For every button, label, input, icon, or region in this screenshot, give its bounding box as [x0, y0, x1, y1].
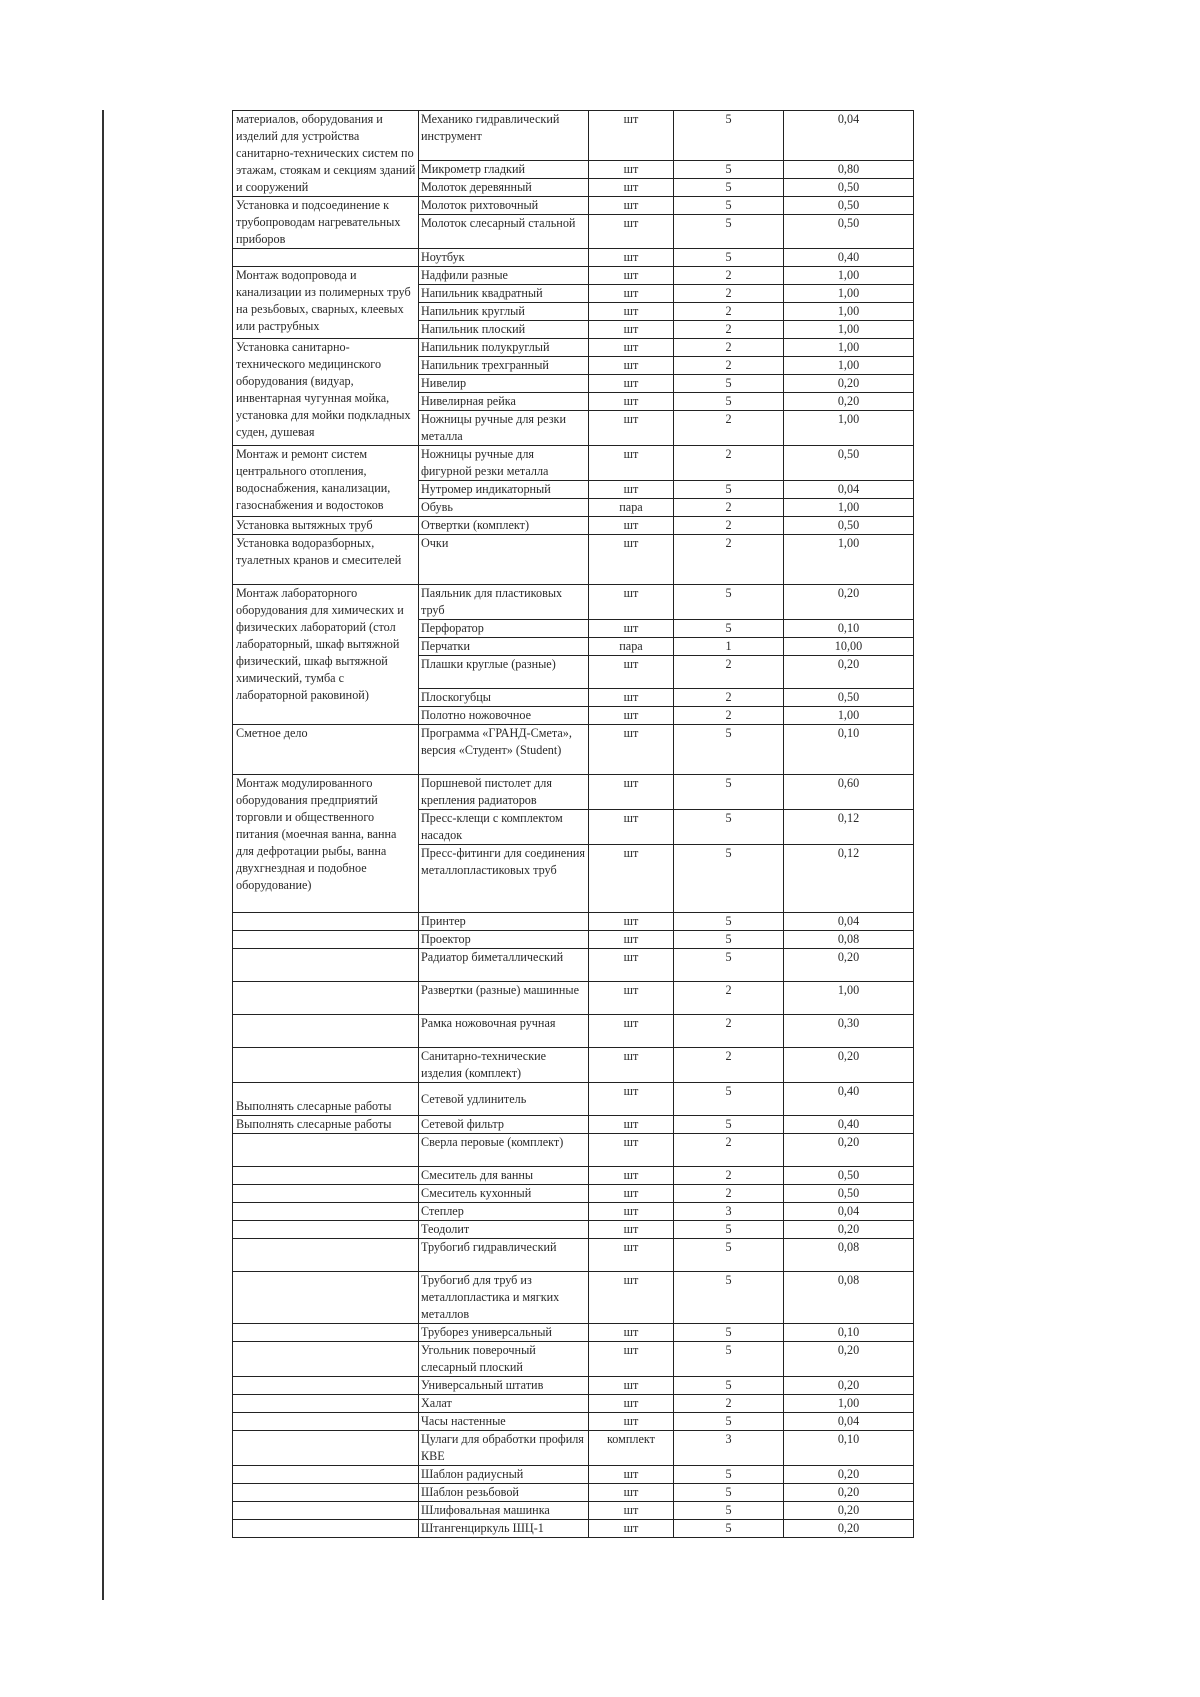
- equipment-name-cell: Проектор: [419, 931, 589, 949]
- unit-cell: шт: [589, 1520, 674, 1538]
- unit-cell: шт: [589, 1395, 674, 1413]
- unit-cell: шт: [589, 321, 674, 339]
- equipment-name-cell: Плашки круглые (разные): [419, 656, 589, 689]
- activity-cell: [233, 1185, 419, 1203]
- coefficient-cell: 1,00: [784, 285, 914, 303]
- table-row: [233, 1272, 914, 1324]
- unit-cell: шт: [589, 913, 674, 931]
- quantity-cell: 2: [674, 267, 784, 285]
- coefficient-cell: 0,10: [784, 1431, 914, 1466]
- equipment-name-cell: Трубогиб гидравлический: [419, 1239, 589, 1272]
- unit-cell: шт: [589, 1324, 674, 1342]
- quantity-cell: 2: [674, 1015, 784, 1048]
- coefficient-cell: 0,08: [784, 1272, 914, 1324]
- coefficient-cell: 0,40: [784, 1116, 914, 1134]
- coefficient-cell: 1,00: [784, 303, 914, 321]
- quantity-cell: 5: [674, 1239, 784, 1272]
- activity-cell: [233, 1431, 419, 1466]
- table-row: [233, 1015, 914, 1048]
- unit-cell: шт: [589, 285, 674, 303]
- quantity-cell: 5: [674, 725, 784, 775]
- unit-cell: шт: [589, 656, 674, 689]
- unit-cell: шт: [589, 949, 674, 982]
- unit-cell: шт: [589, 725, 674, 775]
- table-row: [233, 1484, 914, 1502]
- quantity-cell: 5: [674, 111, 784, 161]
- activity-cell: Выполнять слесарные работы: [233, 1116, 419, 1134]
- quantity-cell: 5: [674, 1324, 784, 1342]
- coefficient-cell: 1,00: [784, 499, 914, 517]
- unit-cell: шт: [589, 197, 674, 215]
- unit-cell: шт: [589, 215, 674, 249]
- table-row: [233, 1520, 914, 1538]
- activity-cell: материалов, оборудования и изделий для устройства санитарно-технических систем по этажам, стоякам и секциям зданий и сооружений: [233, 111, 419, 197]
- unit-cell: шт: [589, 179, 674, 197]
- activity-cell: [233, 1203, 419, 1221]
- equipment-name-cell: Очки: [419, 535, 589, 585]
- coefficient-cell: 0,20: [784, 656, 914, 689]
- table-row: [233, 931, 914, 949]
- table-row: [233, 1134, 914, 1167]
- equipment-name-cell: Напильник квадратный: [419, 285, 589, 303]
- activity-cell: [233, 949, 419, 982]
- coefficient-cell: 0,20: [784, 585, 914, 620]
- activity-cell: [233, 1520, 419, 1538]
- quantity-cell: 1: [674, 638, 784, 656]
- table-row: [233, 1221, 914, 1239]
- equipment-name-cell: Штангенциркуль ШЦ-1: [419, 1520, 589, 1538]
- table-row: [233, 1413, 914, 1431]
- table-row: [233, 1502, 914, 1520]
- equipment-name-cell: Халат: [419, 1395, 589, 1413]
- unit-cell: шт: [589, 357, 674, 375]
- table-row: [233, 1431, 914, 1466]
- coefficient-cell: 1,00: [784, 321, 914, 339]
- activity-cell: [233, 1377, 419, 1395]
- coefficient-cell: 0,04: [784, 913, 914, 931]
- unit-cell: комплект: [589, 1431, 674, 1466]
- activity-cell: [233, 1272, 419, 1324]
- table-row: [233, 1342, 914, 1377]
- equipment-name-cell: Перфоратор: [419, 620, 589, 638]
- unit-cell: шт: [589, 982, 674, 1015]
- activity-cell: [233, 1484, 419, 1502]
- coefficient-cell: 0,10: [784, 620, 914, 638]
- activity-cell: [233, 1048, 419, 1083]
- coefficient-cell: 0,50: [784, 197, 914, 215]
- equipment-name-cell: Сетевой фильтр: [419, 1116, 589, 1134]
- equipment-name-cell: Молоток рихтовочный: [419, 197, 589, 215]
- quantity-cell: 5: [674, 775, 784, 810]
- activity-cell: [233, 982, 419, 1015]
- quantity-cell: 2: [674, 1167, 784, 1185]
- table-row: [233, 517, 914, 535]
- unit-cell: шт: [589, 1484, 674, 1502]
- table-row: [233, 1377, 914, 1395]
- unit-cell: шт: [589, 1203, 674, 1221]
- quantity-cell: 5: [674, 620, 784, 638]
- coefficient-cell: 1,00: [784, 357, 914, 375]
- equipment-name-cell: Нивелирная рейка: [419, 393, 589, 411]
- quantity-cell: 3: [674, 1203, 784, 1221]
- quantity-cell: 5: [674, 845, 784, 913]
- table-row: [233, 1116, 914, 1134]
- coefficient-cell: 0,20: [784, 375, 914, 393]
- coefficient-cell: 0,04: [784, 481, 914, 499]
- equipment-name-cell: Плоскогубцы: [419, 689, 589, 707]
- activity-cell: Монтаж водопровода и канализации из полимерных труб на резьбовых, сварных, клеевых или раструбных: [233, 267, 419, 339]
- equipment-name-cell: Перчатки: [419, 638, 589, 656]
- activity-cell: [233, 1239, 419, 1272]
- quantity-cell: 2: [674, 1134, 784, 1167]
- coefficient-cell: 0,04: [784, 1203, 914, 1221]
- quantity-cell: 5: [674, 949, 784, 982]
- quantity-cell: 2: [674, 1185, 784, 1203]
- coefficient-cell: 0,08: [784, 1239, 914, 1272]
- equipment-name-cell: Механико гидравлический инструмент: [419, 111, 589, 161]
- unit-cell: шт: [589, 845, 674, 913]
- equipment-name-cell: Напильник плоский: [419, 321, 589, 339]
- activity-cell: [233, 931, 419, 949]
- quantity-cell: 5: [674, 1413, 784, 1431]
- coefficient-cell: 0,50: [784, 179, 914, 197]
- quantity-cell: 2: [674, 982, 784, 1015]
- unit-cell: шт: [589, 1221, 674, 1239]
- coefficient-cell: 0,30: [784, 1015, 914, 1048]
- coefficient-cell: 0,12: [784, 845, 914, 913]
- unit-cell: шт: [589, 339, 674, 357]
- equipment-name-cell: Цулаги для обработки профиля КВЕ: [419, 1431, 589, 1466]
- coefficient-cell: 1,00: [784, 535, 914, 585]
- equipment-table-body: [233, 111, 914, 1538]
- table-row: [233, 1203, 914, 1221]
- quantity-cell: 2: [674, 411, 784, 446]
- equipment-name-cell: Напильник трехгранный: [419, 357, 589, 375]
- unit-cell: шт: [589, 775, 674, 810]
- quantity-cell: 5: [674, 393, 784, 411]
- equipment-name-cell: Полотно ножовочное: [419, 707, 589, 725]
- coefficient-cell: 1,00: [784, 267, 914, 285]
- activity-cell: [233, 1015, 419, 1048]
- activity-cell: [233, 1324, 419, 1342]
- activity-cell: Установка водоразборных, туалетных кранов и смесителей: [233, 535, 419, 585]
- table-row: [233, 1083, 914, 1116]
- unit-cell: шт: [589, 1116, 674, 1134]
- quantity-cell: 5: [674, 215, 784, 249]
- coefficient-cell: 0,20: [784, 1502, 914, 1520]
- equipment-name-cell: Универсальный штатив: [419, 1377, 589, 1395]
- table-row: [233, 249, 914, 267]
- activity-cell: [233, 1167, 419, 1185]
- unit-cell: шт: [589, 931, 674, 949]
- activity-cell: [233, 1413, 419, 1431]
- quantity-cell: 2: [674, 535, 784, 585]
- coefficient-cell: 0,50: [784, 1185, 914, 1203]
- equipment-name-cell: Молоток слесарный стальной: [419, 215, 589, 249]
- coefficient-cell: 0,40: [784, 1083, 914, 1116]
- coefficient-cell: 0,20: [784, 1377, 914, 1395]
- equipment-name-cell: Угольник поверочный слесарный плоский: [419, 1342, 589, 1377]
- quantity-cell: 5: [674, 1116, 784, 1134]
- unit-cell: шт: [589, 1167, 674, 1185]
- activity-cell: [233, 1395, 419, 1413]
- coefficient-cell: 0,50: [784, 517, 914, 535]
- table-row: [233, 1239, 914, 1272]
- table-row: [233, 111, 914, 161]
- quantity-cell: 2: [674, 707, 784, 725]
- unit-cell: шт: [589, 585, 674, 620]
- equipment-name-cell: Смеситель для ванны: [419, 1167, 589, 1185]
- quantity-cell: 5: [674, 1272, 784, 1324]
- table-row: [233, 1167, 914, 1185]
- quantity-cell: 2: [674, 446, 784, 481]
- quantity-cell: 5: [674, 375, 784, 393]
- table-row: [233, 982, 914, 1015]
- coefficient-cell: 0,20: [784, 1342, 914, 1377]
- equipment-name-cell: Труборез универсальный: [419, 1324, 589, 1342]
- unit-cell: шт: [589, 689, 674, 707]
- quantity-cell: 5: [674, 1484, 784, 1502]
- equipment-name-cell: Ноутбук: [419, 249, 589, 267]
- quantity-cell: 2: [674, 1395, 784, 1413]
- equipment-name-cell: Сверла перовые (комплект): [419, 1134, 589, 1167]
- coefficient-cell: 0,10: [784, 1324, 914, 1342]
- unit-cell: шт: [589, 810, 674, 845]
- unit-cell: шт: [589, 1185, 674, 1203]
- equipment-name-cell: Микрометр гладкий: [419, 161, 589, 179]
- unit-cell: шт: [589, 303, 674, 321]
- coefficient-cell: 1,00: [784, 707, 914, 725]
- table-row: [233, 197, 914, 215]
- quantity-cell: 5: [674, 913, 784, 931]
- quantity-cell: 5: [674, 1221, 784, 1239]
- equipment-name-cell: Теодолит: [419, 1221, 589, 1239]
- equipment-name-cell: Степлер: [419, 1203, 589, 1221]
- unit-cell: шт: [589, 411, 674, 446]
- activity-cell: [233, 1221, 419, 1239]
- equipment-name-cell: Сетевой удлинитель: [419, 1083, 589, 1116]
- equipment-name-cell: Санитарно-технические изделия (комплект): [419, 1048, 589, 1083]
- equipment-name-cell: Ножницы ручные для фигурной резки металла: [419, 446, 589, 481]
- quantity-cell: 5: [674, 161, 784, 179]
- quantity-cell: 5: [674, 1377, 784, 1395]
- equipment-name-cell: Пресс-фитинги для соединения металлопластиковых труб: [419, 845, 589, 913]
- unit-cell: шт: [589, 1377, 674, 1395]
- quantity-cell: 5: [674, 585, 784, 620]
- equipment-name-cell: Трубогиб для труб из металлопластика и мягких металлов: [419, 1272, 589, 1324]
- equipment-name-cell: Смеситель кухонный: [419, 1185, 589, 1203]
- table-row: [233, 585, 914, 620]
- table-row: [233, 949, 914, 982]
- page-margin-line: [102, 110, 104, 1600]
- coefficient-cell: 0,20: [784, 1484, 914, 1502]
- activity-cell: Установка вытяжных труб: [233, 517, 419, 535]
- table-row: [233, 535, 914, 585]
- quantity-cell: 2: [674, 499, 784, 517]
- equipment-name-cell: Шаблон радиусный: [419, 1466, 589, 1484]
- unit-cell: шт: [589, 1502, 674, 1520]
- quantity-cell: 3: [674, 1431, 784, 1466]
- activity-cell: Монтаж и ремонт систем центрального отопления, водоснабжения, канализации, газоснабжения и водостоков: [233, 446, 419, 517]
- quantity-cell: 5: [674, 179, 784, 197]
- unit-cell: шт: [589, 707, 674, 725]
- activity-cell: Установка и подсоединение к трубопроводам нагревательных приборов: [233, 197, 419, 249]
- equipment-name-cell: Рамка ножовочная ручная: [419, 1015, 589, 1048]
- activity-cell: [233, 249, 419, 267]
- quantity-cell: 2: [674, 1048, 784, 1083]
- unit-cell: шт: [589, 1466, 674, 1484]
- unit-cell: шт: [589, 1048, 674, 1083]
- unit-cell: шт: [589, 161, 674, 179]
- quantity-cell: 2: [674, 285, 784, 303]
- equipment-name-cell: Принтер: [419, 913, 589, 931]
- equipment-name-cell: Шлифовальная машинка: [419, 1502, 589, 1520]
- unit-cell: шт: [589, 1083, 674, 1116]
- table-row: [233, 446, 914, 481]
- unit-cell: шт: [589, 249, 674, 267]
- quantity-cell: 2: [674, 656, 784, 689]
- table-row: [233, 725, 914, 775]
- coefficient-cell: 0,50: [784, 1167, 914, 1185]
- coefficient-cell: 0,50: [784, 689, 914, 707]
- activity-cell: Монтаж лабораторного оборудования для химических и физических лабораторий (стол лабораторный, шкаф вытяжной физический, шкаф вытяжной химический, тумба с лабораторной раковиной): [233, 585, 419, 725]
- activity-cell: Сметное дело: [233, 725, 419, 775]
- equipment-name-cell: Напильник полукруглый: [419, 339, 589, 357]
- equipment-name-cell: Напильник круглый: [419, 303, 589, 321]
- quantity-cell: 2: [674, 517, 784, 535]
- unit-cell: шт: [589, 267, 674, 285]
- quantity-cell: 5: [674, 197, 784, 215]
- table-row: [233, 1048, 914, 1083]
- table-row: [233, 339, 914, 357]
- quantity-cell: 5: [674, 1466, 784, 1484]
- quantity-cell: 5: [674, 1083, 784, 1116]
- equipment-name-cell: Нивелир: [419, 375, 589, 393]
- table-row: [233, 1395, 914, 1413]
- coefficient-cell: 0,04: [784, 1413, 914, 1431]
- unit-cell: шт: [589, 446, 674, 481]
- quantity-cell: 2: [674, 339, 784, 357]
- coefficient-cell: 0,50: [784, 215, 914, 249]
- table-row: [233, 775, 914, 810]
- quantity-cell: 5: [674, 810, 784, 845]
- quantity-cell: 2: [674, 321, 784, 339]
- unit-cell: шт: [589, 535, 674, 585]
- equipment-name-cell: Нутромер индикаторный: [419, 481, 589, 499]
- unit-cell: пара: [589, 638, 674, 656]
- unit-cell: шт: [589, 1272, 674, 1324]
- coefficient-cell: 0,20: [784, 393, 914, 411]
- table-row: [233, 913, 914, 931]
- coefficient-cell: 10,00: [784, 638, 914, 656]
- equipment-name-cell: Паяльник для пластиковых труб: [419, 585, 589, 620]
- equipment-name-cell: Радиатор биметаллический: [419, 949, 589, 982]
- coefficient-cell: 0,10: [784, 725, 914, 775]
- coefficient-cell: 1,00: [784, 982, 914, 1015]
- table-row: [233, 267, 914, 285]
- activity-cell: [233, 1134, 419, 1167]
- quantity-cell: 5: [674, 1502, 784, 1520]
- coefficient-cell: 0,80: [784, 161, 914, 179]
- unit-cell: шт: [589, 1342, 674, 1377]
- coefficient-cell: 0,40: [784, 249, 914, 267]
- quantity-cell: 2: [674, 357, 784, 375]
- equipment-name-cell: Отвертки (комплект): [419, 517, 589, 535]
- equipment-name-cell: Молоток деревянный: [419, 179, 589, 197]
- table-row: [233, 1466, 914, 1484]
- equipment-table: [232, 110, 914, 1538]
- unit-cell: шт: [589, 1015, 674, 1048]
- unit-cell: шт: [589, 481, 674, 499]
- equipment-name-cell: Ножницы ручные для резки металла: [419, 411, 589, 446]
- unit-cell: шт: [589, 1413, 674, 1431]
- unit-cell: шт: [589, 620, 674, 638]
- table-row: [233, 1324, 914, 1342]
- unit-cell: шт: [589, 393, 674, 411]
- coefficient-cell: 0,20: [784, 1048, 914, 1083]
- coefficient-cell: 0,50: [784, 446, 914, 481]
- quantity-cell: 5: [674, 249, 784, 267]
- unit-cell: пара: [589, 499, 674, 517]
- equipment-name-cell: Развертки (разные) машинные: [419, 982, 589, 1015]
- activity-cell: [233, 1502, 419, 1520]
- unit-cell: шт: [589, 1239, 674, 1272]
- table-row: [233, 1185, 914, 1203]
- equipment-name-cell: Обувь: [419, 499, 589, 517]
- equipment-name-cell: Шаблон резьбовой: [419, 1484, 589, 1502]
- quantity-cell: 5: [674, 1520, 784, 1538]
- quantity-cell: 5: [674, 481, 784, 499]
- coefficient-cell: 0,20: [784, 1466, 914, 1484]
- unit-cell: шт: [589, 375, 674, 393]
- unit-cell: шт: [589, 111, 674, 161]
- coefficient-cell: 0,20: [784, 1134, 914, 1167]
- coefficient-cell: 1,00: [784, 1395, 914, 1413]
- coefficient-cell: 0,60: [784, 775, 914, 810]
- coefficient-cell: 0,08: [784, 931, 914, 949]
- quantity-cell: 5: [674, 931, 784, 949]
- coefficient-cell: 0,12: [784, 810, 914, 845]
- coefficient-cell: 1,00: [784, 411, 914, 446]
- activity-cell: [233, 913, 419, 931]
- quantity-cell: 2: [674, 689, 784, 707]
- activity-cell: Выполнять слесарные работы: [233, 1083, 419, 1116]
- coefficient-cell: 0,20: [784, 1221, 914, 1239]
- coefficient-cell: 0,20: [784, 949, 914, 982]
- equipment-name-cell: Программа «ГРАНД-Смета», версия «Студент» (Student): [419, 725, 589, 775]
- activity-cell: [233, 1466, 419, 1484]
- unit-cell: шт: [589, 517, 674, 535]
- equipment-name-cell: Часы настенные: [419, 1413, 589, 1431]
- activity-cell: [233, 1342, 419, 1377]
- quantity-cell: 5: [674, 1342, 784, 1377]
- quantity-cell: 2: [674, 303, 784, 321]
- equipment-name-cell: Надфили разные: [419, 267, 589, 285]
- activity-cell: Монтаж модулированного оборудования предприятий торговли и общественного питания (моечная ванна, ванна для дефротации рыбы, ванна двухгнездная и подобное оборудование): [233, 775, 419, 913]
- equipment-name-cell: Поршневой пистолет для крепления радиаторов: [419, 775, 589, 810]
- unit-cell: шт: [589, 1134, 674, 1167]
- coefficient-cell: 1,00: [784, 339, 914, 357]
- coefficient-cell: 0,04: [784, 111, 914, 161]
- coefficient-cell: 0,20: [784, 1520, 914, 1538]
- equipment-name-cell: Пресс-клещи с комплектом насадок: [419, 810, 589, 845]
- activity-cell: Установка санитарно-технического медицинского оборудования (видуар, инвентарная чугунная мойка, установка для мойки подкладных суден, душевая: [233, 339, 419, 446]
